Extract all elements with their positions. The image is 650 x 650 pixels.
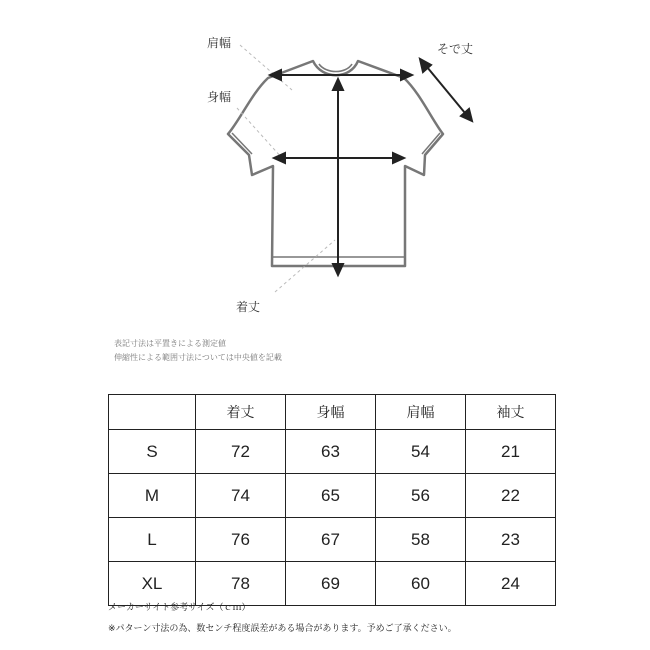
footer-reference-size: メーカーサイト参考サイズ（ｃｍ） [108, 603, 251, 613]
leader-shoulder [240, 45, 292, 90]
header-sleeve: 袖丈 [466, 395, 556, 430]
cell-length: 78 [196, 562, 286, 606]
arrow-sleeve [427, 67, 465, 113]
cell-shoulder: 56 [376, 474, 466, 518]
cell-sleeve: 24 [466, 562, 556, 606]
table-header-row [109, 395, 556, 430]
tshirt-cuff-left [232, 133, 252, 154]
size-table [108, 394, 556, 606]
footer-disclaimer: ※パターン寸法の為、数センチ程度誤差がある場合があります。予めご了承ください。 [108, 624, 457, 634]
tshirt-cuff-right [422, 133, 440, 154]
tshirt-outline [228, 61, 443, 266]
row-size-label: XL [109, 562, 196, 606]
cell-shoulder: 60 [376, 562, 466, 606]
header-body-width: 身幅 [286, 395, 376, 430]
row-size-label: L [109, 518, 196, 562]
cell-length: 74 [196, 474, 286, 518]
cell-sleeve: 21 [466, 430, 556, 474]
label-shoulder-width: 肩幅 [207, 36, 232, 50]
cell-length: 76 [196, 518, 286, 562]
header-shoulder: 肩幅 [376, 395, 466, 430]
note-elastic-range: 伸縮性による範囲寸法については中央値を記載 [114, 353, 282, 362]
tshirt-collar [319, 64, 352, 72]
row-size-label: M [109, 474, 196, 518]
cell-body-width: 67 [286, 518, 376, 562]
table-row [109, 430, 556, 474]
cell-body-width: 65 [286, 474, 376, 518]
note-measurement-method: 表記寸法は平置きによる測定値 [114, 339, 226, 348]
header-length: 着丈 [196, 395, 286, 430]
cell-shoulder: 54 [376, 430, 466, 474]
cell-sleeve: 22 [466, 474, 556, 518]
label-total-length: 着丈 [236, 300, 261, 314]
cell-shoulder: 58 [376, 518, 466, 562]
label-body-width: 身幅 [207, 90, 232, 104]
cell-sleeve: 23 [466, 518, 556, 562]
header-corner [109, 395, 196, 430]
table-row [109, 518, 556, 562]
cell-body-width: 69 [286, 562, 376, 606]
table-row [109, 474, 556, 518]
table-row [109, 562, 556, 606]
cell-body-width: 63 [286, 430, 376, 474]
cell-length: 72 [196, 430, 286, 474]
label-sleeve-length: そで丈 [437, 42, 474, 56]
row-size-label: S [109, 430, 196, 474]
